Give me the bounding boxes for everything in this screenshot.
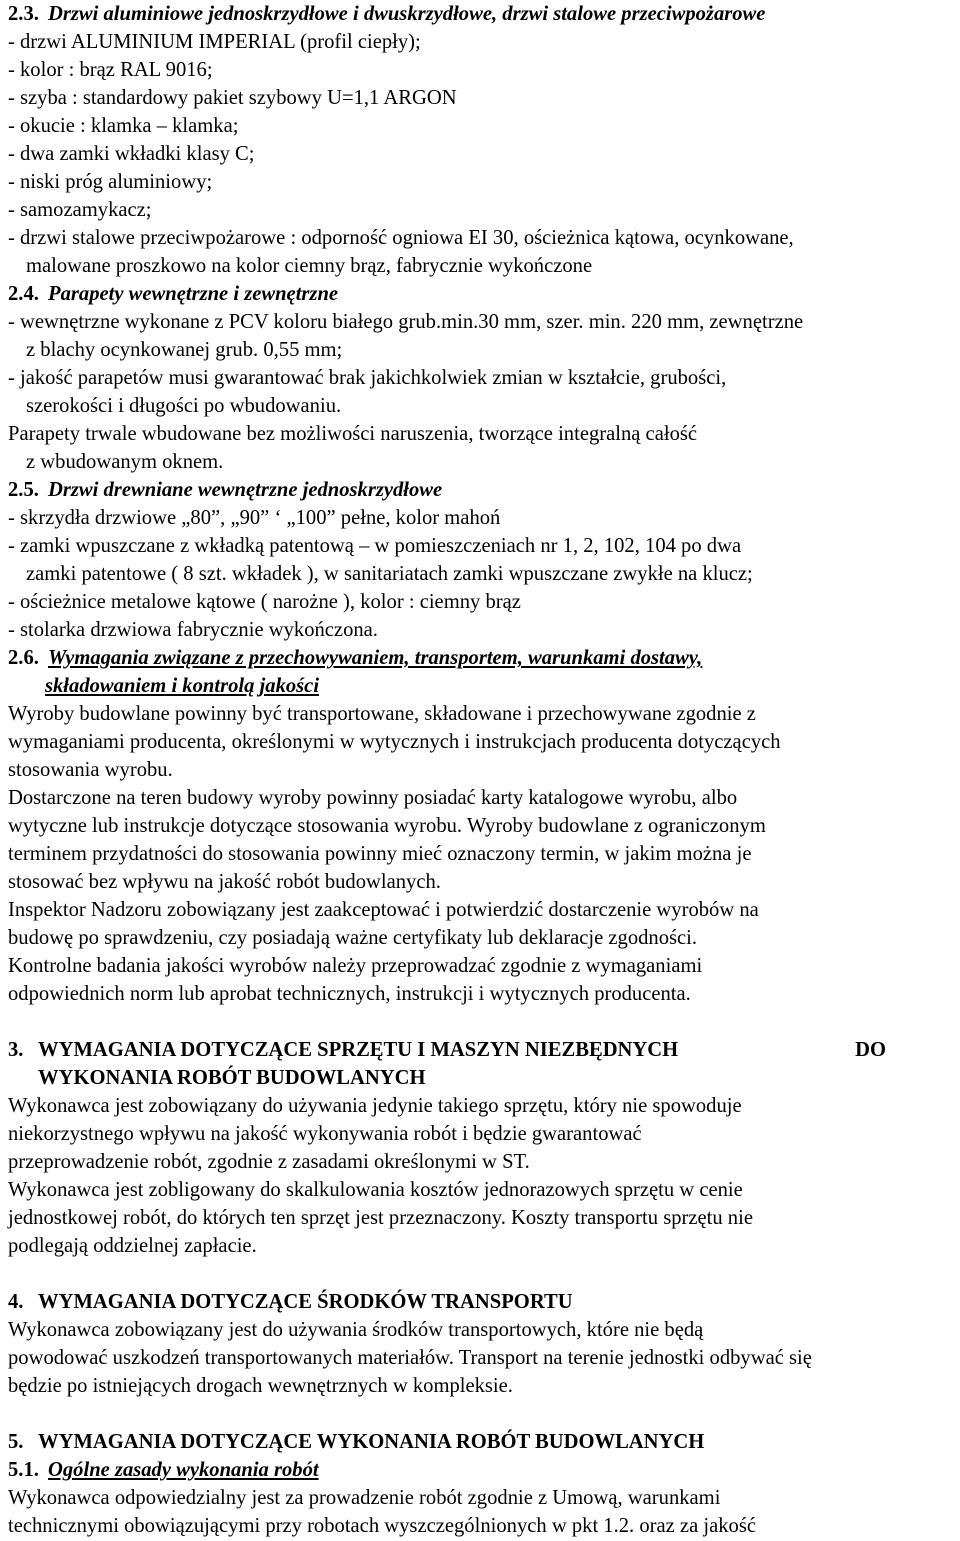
paragraph-line: budowę po sprawdzeniu, czy posiadają ważne certyfikaty lub deklaracje zgodności. [8,927,698,949]
paragraph-line: jednostkowej robót, do których ten sprzęt jest przeznaczony. Koszty transportu sprzętu nie [8,1207,753,1229]
paragraph-line: Wykonawca odpowiedzialny jest za prowadzenie robót zgodnie z Umową, warunkami [8,1487,721,1509]
section-2-5-heading [8,476,952,504]
list-item: - wewnętrzne wykonane z PCV koloru białego grub.min.30 mm, szer. min. 220 mm, zewnętrzne [8,311,804,333]
paragraph-line: wymaganiami producenta, określonymi w wytycznych i instrukcjach producenta dotyczących [8,731,781,753]
section-number: 2.5. [8,479,39,501]
spacer [8,1008,952,1036]
section-number: 2.3. [8,3,39,25]
list-item: - zamki wpuszczane z wkładką patentową – w pomieszczeniach nr 1, 2, 102, 104 po dwa [8,535,742,557]
list-item: - samozamykacz; [8,199,152,221]
list-item: - szyba : standardowy pakiet szybowy U=1,1 ARGON [8,87,457,109]
section-title: Drzwi aluminiowe jednoskrzydłowe i dwuskrzydłowe, drzwi stalowe przeciwpożarowe [48,3,766,25]
section-2-6-heading [8,644,952,672]
list-item: - dwa zamki wkładki klasy C; [8,143,255,165]
paragraph-line: wytyczne lub instrukcje dotyczące stosowania wyrobu. Wyroby budowlane z ograniczonym [8,815,766,837]
paragraph-line: Dostarczone na teren budowy wyroby powinny posiadać karty katalogowe wyrobu, albo [8,787,738,809]
list-item-continuation: zamki patentowe ( 8 szt. wkładek ), w sanitariatach zamki wpuszczane zwykłe na klucz; [26,563,753,585]
paragraph-line: niekorzystnego wpływu na jakość wykonywania robót i będzie gwarantować [8,1123,642,1145]
paragraph-line: stosować bez wpływu na jakość robót budowlanych. [8,871,441,893]
section-title-end: DO [855,1039,886,1061]
section-2-3-heading [8,0,952,28]
section-title: Parapety wewnętrzne i zewnętrzne [48,283,339,305]
spacer [8,1400,952,1428]
section-title-continuation [8,672,952,700]
list-item-continuation: malowane proszkowo na kolor ciemny brąz, fabrycznie wykończone [26,255,593,277]
paragraph-line: Wykonawca jest zobligowany do skalkulowania kosztów jednorazowych sprzętu w cenie [8,1179,743,1201]
paragraph-line: Wykonawca jest zobowiązany do używania jedynie takiego sprzętu, który nie spowoduje [8,1095,742,1117]
section-title: Wymagania związane z przechowywaniem, transportem, warunkami dostawy, [48,647,703,669]
section-number: 2.6. [8,647,39,669]
list-item: - kolor : brąz RAL 9016; [8,59,213,81]
paragraph-line: terminem przydatności do stosowania powinny mieć oznaczony termin, w jakim można je [8,843,752,865]
section-title: Ogólne zasady wykonania robót [48,1459,319,1481]
list-item-continuation: szerokości i długości po wbudowaniu. [26,395,342,417]
paragraph-line: Wyroby budowlane powinny być transportowane, składowane i przechowywane zgodnie z [8,703,756,725]
section-title-line2: składowaniem i kontrolą jakości [45,675,320,697]
list-item: - drzwi ALUMINIUM IMPERIAL (profil ciepły); [8,31,421,53]
section-number: 3. [8,1039,24,1061]
section-title-continuation [8,1064,952,1092]
section-number: 2.4. [8,283,39,305]
paragraph-line: odpowiednich norm lub aprobat technicznych, instrukcji i wytycznych producenta. [8,983,691,1005]
paragraph-line: Kontrolne badania jakości wyrobów należy przeprowadzać zgodnie z wymaganiami [8,955,703,977]
section-2-4-heading [8,280,952,308]
section-5-1-heading [8,1456,952,1484]
section-title: WYMAGANIA DOTYCZĄCE ŚRODKÓW TRANSPORTU [38,1291,573,1313]
paragraph-line: stosowania wyrobu. [8,759,173,781]
paragraph-line: Inspektor Nadzoru zobowiązany jest zaakceptować i potwierdzić dostarczenie wyrobów na [8,899,759,921]
section-title: Drzwi drewniane wewnętrzne jednoskrzydłowe [48,479,443,501]
paragraph-line: przeprowadzenie robót, zgodnie z zasadami określonymi w ST. [8,1151,530,1173]
paragraph-line: podlegają oddzielnej zapłacie. [8,1235,257,1257]
section-number: 4. [8,1291,24,1313]
paragraph-line: będzie po istniejących drogach wewnętrznych w kompleksie. [8,1375,513,1397]
paragraph-line: powodować uszkodzeń transportowanych materiałów. Transport na terenie jednostki odbywać się [8,1347,812,1369]
list-item: - okucie : klamka – klamka; [8,115,239,137]
section-title-line2: WYKONANIA ROBÓT BUDOWLANYCH [38,1067,426,1089]
list-item: - jakość parapetów musi gwarantować brak jakichkolwiek zmian w kształcie, grubości, [8,367,727,389]
section-number: 5.1. [8,1459,39,1481]
section-number: 5. [8,1431,24,1453]
paragraph-line: technicznymi obowiązującymi przy robotach wyszczególnionych w pkt 1.2. oraz za jakość [8,1515,756,1537]
list-item: - stolarka drzwiowa fabrycznie wykończona. [8,619,378,641]
paragraph-line: Parapety trwale wbudowane bez możliwości naruszenia, tworzące integralną całość [8,423,698,445]
section-title: WYMAGANIA DOTYCZĄCE SPRZĘTU I MASZYN NIEZBĘDNYCH [38,1039,679,1061]
paragraph-line: Wykonawca zobowiązany jest do używania środków transportowych, które nie będą [8,1319,704,1341]
paragraph-line: z wbudowanym oknem. [26,451,224,473]
list-item: - niski próg aluminiowy; [8,171,213,193]
section-4-heading [8,1288,952,1316]
spacer [8,1260,952,1288]
section-5-heading [8,1428,952,1456]
section-title: WYMAGANIA DOTYCZĄCE WYKONANIA ROBÓT BUDOWLANYCH [38,1431,705,1453]
list-item: - skrzydła drzwiowe „80”, „90” ‘ „100” pełne, kolor mahoń [8,507,501,529]
list-item-continuation: z blachy ocynkowanej grub. 0,55 mm; [26,339,343,361]
section-3-heading [8,1036,952,1064]
list-item: - drzwi stalowe przeciwpożarowe : odporność ogniowa EI 30, ościeżnica kątowa, ocynkowane, [8,227,794,249]
list-item: - ościeżnice metalowe kątowe ( narożne ), kolor : ciemny brąz [8,591,521,613]
